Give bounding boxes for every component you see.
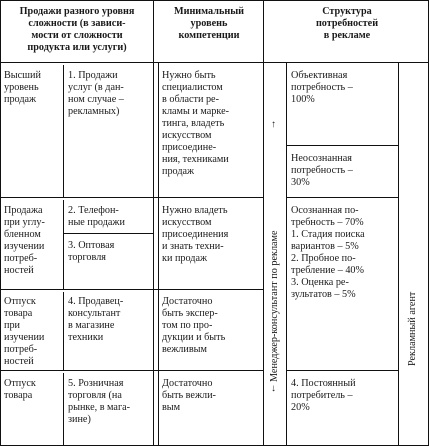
row2-level: Продажа при углу- бленном изучении потреб- ностей: [4, 205, 45, 276]
needs-split-1: [286, 145, 398, 146]
needs-conscious: Осознанная по- требность – 70% 1. Стадия поиска вариантов – 5% 2. Пробное по- требление – 40% 3. Оценка ре- зультатов – 5%: [291, 205, 365, 300]
header-bottom-border: [0, 62, 429, 63]
border-col2-col3: [263, 0, 264, 446]
consultant-label: Менеджер-консультант по рекламе: [269, 230, 280, 382]
row1-competence: Нужно быть специалистом в области ре- кламы и марке- тинга, владеть искусством присоедине- ния, техниками продаж: [162, 70, 229, 177]
arrow-down-icon: ↓: [271, 383, 276, 394]
competence-left-border: [158, 63, 159, 446]
agent-label: Рекламный агент: [407, 291, 418, 366]
needs-unconscious: Неосознанная потребность – 30%: [291, 153, 353, 188]
row3-bottom: [0, 370, 263, 371]
header-sales-levels: Продажи разного уровня сложности (в зависи- мости от сложности продукта или услуги): [19, 6, 135, 53]
needs-permanent: 4. Постоянный потребитель – 20%: [291, 378, 356, 413]
row3-competence: Достаточно быть экспер- том по про- дукции и быть вежливым: [162, 296, 226, 355]
row2-sales-wholesale: 3. Оптовая торговля: [68, 240, 115, 263]
needs-left-border: [286, 63, 287, 446]
row2-bottom: [0, 289, 263, 290]
row3-level: Отпуск товара при изучении потреб- ностей: [4, 296, 45, 367]
row2-sales-phone: 2. Телефон- ные продажи: [68, 205, 125, 228]
border-col-left: [0, 0, 1, 446]
row4-competence: Достаточно быть вежли- вым: [162, 378, 216, 413]
arrow-up-icon: ↑: [271, 119, 276, 130]
row1-bottom: [0, 197, 263, 198]
table-top-border: [0, 0, 429, 1]
needs-objective: Объективная потребность – 100%: [291, 70, 353, 105]
needs-right-border: [398, 63, 399, 446]
header-competence: Минимальный уровень компетенции: [173, 6, 245, 41]
row4-level: Отпуск товара: [4, 378, 36, 401]
header-needs-structure: Структура потребностей в рекламе: [315, 6, 379, 41]
row2-competence: Нужно владеть искусством присоединения и знать техни- ки продаж: [162, 205, 229, 264]
needs-split-2: [286, 197, 398, 198]
row1-sales: 1. Продажи услуг (в дан- ном случае – рекламных): [68, 70, 124, 117]
row3-sales: 4. Продавец- консультант в магазине техники: [68, 296, 124, 343]
row4-sales: 5. Розничная торговля (на рынке, в мага- зине): [68, 378, 131, 425]
row1-level: Высший уровень продаж: [4, 70, 41, 105]
needs-split-3: [286, 370, 398, 371]
